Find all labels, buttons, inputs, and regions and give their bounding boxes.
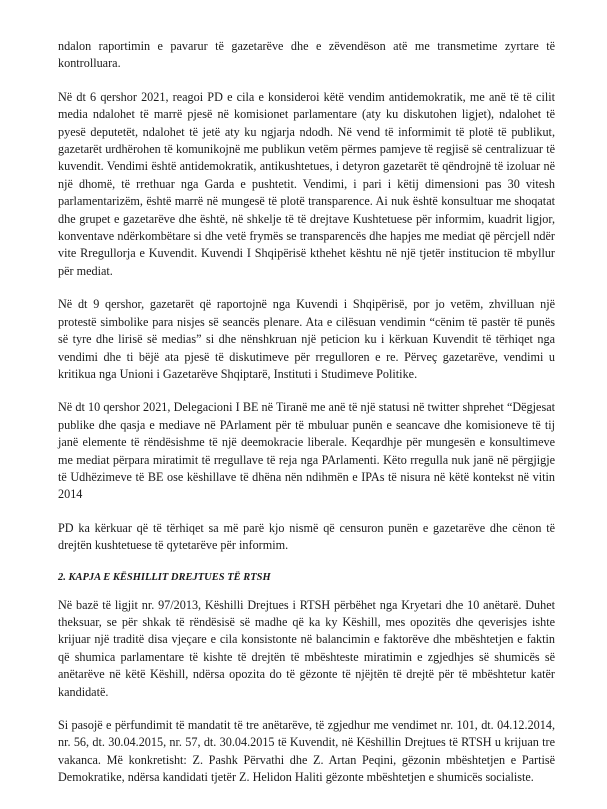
paragraph-pd-request: PD ka kërkuar që të tërhiqet sa më parë kjo nismë që censuron punën e gazetarëve dhe cënon të drejtën kushtetuese të qytetarëve për informim. (58, 520, 555, 553)
paragraph-journalists-protest: Në dt 9 qershor, gazetarët që raportojnë nga Kuvendi i Shqipërisë, por jo vetëm, zhvilluan një protestë simbolike para nisjes së seancës plenare. Ata e cilësuan vendimin “cënim të pastër të punës së tyre dhe lirisë së medias” si dhe nënshkruan një peticion ku i kërkuan Kuvendit të tërhiqet nga vendimi dhe ti bëjë ata pjesë të diskutimeve për rregulloren e re. Përveç gazetarëve, vendimi u kritikua nga Unioni i Gazetarëve Shqiptarë, Instituti i Studimeve Politike. (58, 297, 555, 381)
section-heading: 2. KAPJA E KËSHILLIT DREJTUES TË RTSH (58, 571, 271, 583)
paragraph-rtsh-law: Në bazë të ligjit nr. 97/2013, Këshilli Drejtues i RTSH përbëhet nga Kryetari dhe 10 anëtarë. Duhet theksuar, se për shkak të rëndësisë së madhe që ka ky Këshill, mes opozitës dhe qeverisjes ishte krijuar një traditë disa vjeçare e cila konsistonte në balancimin e faktorëve dhe mbështetjen e faktin që shumica parlamentare të kishte të drejtën të mbështeste miratimin e zgjedhjes së shumicës së anëtarëve në këtë Këshill, ndërsa opozita do të gëzonte të njëjtën të drejtë për të mbështetur katër kandidatë. (58, 597, 555, 699)
paragraph-eu-delegation: Në dt 10 qershor 2021, Delegacioni I BE në Tiranë me anë të një statusi në twitter shprehet “Dëgjesat publike dhe qasja e mediave në PArlament për të mbuluar punën e seancave dhe komisioneve të tij janë elemente të rëndësishme të një deemokracie liberale. Keqardhje për mungesën e konsultimeve me mediat përpara miratimit të rregullave të reja nga PArlamenti. Këto rregulla nuk janë në përgjigje të Udhëzimeve të BE ose këshillave të dhëna nën ndihmën e IPAs të nisura në këtë kontekst në vitin 2014 (58, 400, 555, 502)
paragraph-rtsh-vacancies: Si pasojë e përfundimit të mandatit të tre anëtarëve, të zgjedhur me vendimet nr. 101, dt. 04.12.2014, nr. 56, dt. 30.04.2015, nr. 57, dt. 30.04.2015 të Kuvendit, në Këshillin Drejtues të RTSH u krijuan tre vakanca. Më konkretisht: Z. Pashk Përvathi dhe Z. Artan Peqini, gëzonin mbështetjen e Partisë Demokratike, ndërsa kandidati tjetër Z. Helidon Haliti gëzonte mbështetjen e shumicës socialiste. (58, 718, 555, 785)
document-page (58, 38, 555, 787)
paragraph-continuation: ndalon raportimin e pavarur të gazetarëve dhe e zëvendëson atë me transmetime zyrtare të kontrolluara. (58, 39, 555, 71)
paragraph-pd-reaction: Në dt 6 qershor 2021, reagoi PD e cila e konsideroi këtë vendim antidemokratik, me anë të të cilit media ndalohet të marrë pjesë në komisionet parlamentare (aty ku diskutohen ligjet), ndalohet të pyesë deputetët, ndalohet të jetë aty ku ngjarja ndodh. Në vend të informimit të plotë të publikut, gazetarët urdhërohen të komunikojnë me publikun vetëm përmes pamjeve të regjisë së centralizuar të kuvendit. Vendimi është antidemokratik, antikushtetues, i detyron gazetarët të qëndrojnë të izoluar në një dhomë, të rrethuar nga Garda e pushtetit. Vendimi, i pari i këtij dimensioni pas 30 vitesh parlamentarizëm, është marrë në mungesë të plotë transparence. Ai nuk është konsultuar me shoqatat dhe grupet e gazetarëve dhe është, në shkelje të të drejtave Kushtetuese për informim, kuadrit ligjor, konventave ndërkombëtare si dhe vetë frymës se transparencës dhe hapjes me mediat që përcjell ndër vite Rregullorja e Kuvendit. Kuvendi I Shqipërisë kthehet kështu në një tjetër institucion të mbyllur për mediat. (58, 89, 555, 278)
